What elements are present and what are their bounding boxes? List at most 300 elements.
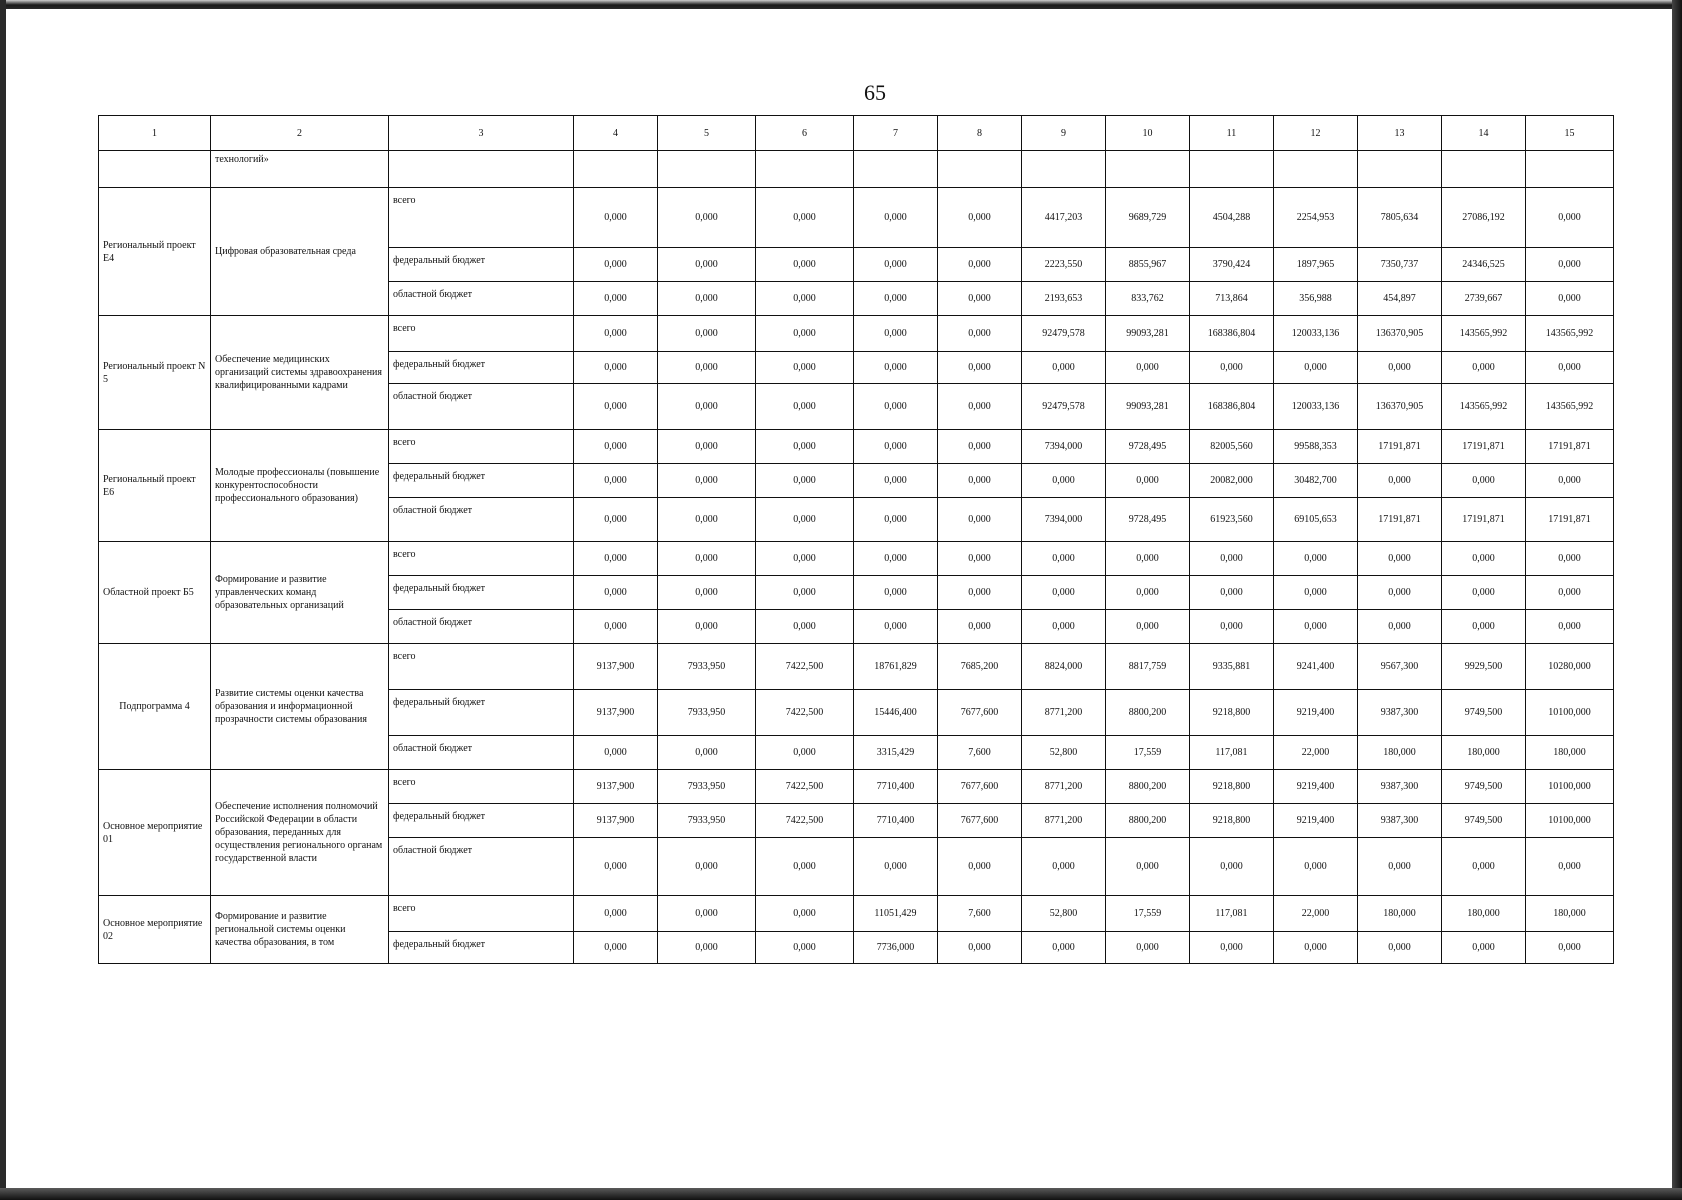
value-cell: 0,000 — [1526, 282, 1614, 316]
value-cell: 7933,950 — [658, 804, 756, 838]
value-cell: 0,000 — [1022, 352, 1106, 384]
value-cell: 0,000 — [574, 316, 658, 352]
value-cell: 0,000 — [1106, 352, 1190, 384]
funding-source: областной бюджет — [389, 838, 574, 896]
value-cell: 52,800 — [1022, 896, 1106, 932]
value-cell: 7710,400 — [854, 770, 938, 804]
header-col-2: 2 — [211, 116, 389, 151]
header-col-11: 11 — [1190, 116, 1274, 151]
value-cell: 17191,871 — [1526, 430, 1614, 464]
table-row — [99, 316, 1614, 352]
value-cell: 0,000 — [938, 464, 1022, 498]
value-cell: 0,000 — [1274, 610, 1358, 644]
value-cell: 0,000 — [574, 188, 658, 248]
value-cell: 0,000 — [574, 576, 658, 610]
value-cell: 0,000 — [1526, 576, 1614, 610]
header-row — [99, 116, 1614, 151]
value-cell: 0,000 — [756, 188, 854, 248]
cell-empty — [938, 151, 1022, 188]
value-cell: 0,000 — [756, 610, 854, 644]
value-cell: 0,000 — [854, 316, 938, 352]
header-col-5: 5 — [658, 116, 756, 151]
value-cell: 0,000 — [574, 430, 658, 464]
value-cell: 0,000 — [756, 352, 854, 384]
value-cell: 0,000 — [574, 282, 658, 316]
funding-source: федеральный бюджет — [389, 932, 574, 964]
funding-source: областной бюджет — [389, 498, 574, 542]
value-cell: 0,000 — [1190, 576, 1274, 610]
value-cell: 0,000 — [854, 188, 938, 248]
value-cell: 136370,905 — [1358, 316, 1442, 352]
scan-border-bottom — [0, 1188, 1682, 1200]
value-cell: 0,000 — [658, 282, 756, 316]
value-cell: 0,000 — [938, 352, 1022, 384]
value-cell: 117,081 — [1190, 896, 1274, 932]
value-cell: 0,000 — [1358, 542, 1442, 576]
value-cell: 136370,905 — [1358, 384, 1442, 430]
value-cell: 0,000 — [658, 610, 756, 644]
value-cell: 143565,992 — [1526, 316, 1614, 352]
value-cell: 0,000 — [658, 736, 756, 770]
value-cell: 7422,500 — [756, 644, 854, 690]
value-cell: 180,000 — [1358, 736, 1442, 770]
program-name: Областной проект Б5 — [99, 542, 211, 644]
value-cell: 0,000 — [756, 542, 854, 576]
value-cell: 713,864 — [1190, 282, 1274, 316]
cell-empty — [574, 151, 658, 188]
table-row — [99, 188, 1614, 248]
value-cell: 7394,000 — [1022, 430, 1106, 464]
value-cell: 0,000 — [1190, 352, 1274, 384]
value-cell: 9728,495 — [1106, 498, 1190, 542]
value-cell: 0,000 — [574, 464, 658, 498]
value-cell: 15446,400 — [854, 690, 938, 736]
program-description: Молодые профессионалы (повышение конкурентоспособности профессионального образования) — [211, 430, 389, 542]
funding-source: всего — [389, 770, 574, 804]
program-description: Обеспечение медицинских организаций системы здравоохранения квалифицированными кадрами — [211, 316, 389, 430]
scan-border-top — [0, 0, 1682, 9]
value-cell: 9929,500 — [1442, 644, 1526, 690]
value-cell: 8771,200 — [1022, 690, 1106, 736]
header-col-14: 14 — [1442, 116, 1526, 151]
value-cell: 0,000 — [1526, 352, 1614, 384]
value-cell: 99588,353 — [1274, 430, 1358, 464]
value-cell: 0,000 — [1358, 932, 1442, 964]
value-cell: 180,000 — [1358, 896, 1442, 932]
value-cell: 0,000 — [1526, 188, 1614, 248]
value-cell: 7710,400 — [854, 804, 938, 838]
value-cell: 0,000 — [574, 838, 658, 896]
value-cell: 0,000 — [658, 542, 756, 576]
value-cell: 0,000 — [1442, 542, 1526, 576]
value-cell: 0,000 — [1442, 576, 1526, 610]
cell-empty — [99, 151, 211, 188]
value-cell: 9218,800 — [1190, 770, 1274, 804]
value-cell: 9749,500 — [1442, 770, 1526, 804]
value-cell: 9749,500 — [1442, 804, 1526, 838]
value-cell: 0,000 — [1022, 610, 1106, 644]
value-cell: 454,897 — [1358, 282, 1442, 316]
header-col-13: 13 — [1358, 116, 1442, 151]
value-cell: 0,000 — [1526, 610, 1614, 644]
value-cell: 0,000 — [574, 352, 658, 384]
value-cell: 0,000 — [938, 430, 1022, 464]
funding-source: областной бюджет — [389, 282, 574, 316]
value-cell: 180,000 — [1526, 896, 1614, 932]
value-cell: 0,000 — [1022, 542, 1106, 576]
value-cell: 9137,900 — [574, 690, 658, 736]
value-cell: 0,000 — [854, 384, 938, 430]
value-cell: 9218,800 — [1190, 690, 1274, 736]
value-cell: 30482,700 — [1274, 464, 1358, 498]
continuation-text: технологий» — [211, 151, 389, 188]
value-cell: 0,000 — [938, 384, 1022, 430]
value-cell: 0,000 — [574, 542, 658, 576]
value-cell: 8771,200 — [1022, 770, 1106, 804]
value-cell: 4417,203 — [1022, 188, 1106, 248]
value-cell: 7422,500 — [756, 770, 854, 804]
program-name: Подпрограмма 4 — [99, 644, 211, 770]
funding-source: федеральный бюджет — [389, 804, 574, 838]
value-cell: 99093,281 — [1106, 384, 1190, 430]
cell-empty — [1442, 151, 1526, 188]
value-cell: 7350,737 — [1358, 248, 1442, 282]
header-col-9: 9 — [1022, 116, 1106, 151]
value-cell: 0,000 — [756, 282, 854, 316]
program-description: Обеспечение исполнения полномочий Российской Федерации в области образования, переданных для осуществления регионального органам государственной власти — [211, 770, 389, 896]
cell-empty — [756, 151, 854, 188]
value-cell: 0,000 — [756, 932, 854, 964]
program-name: Региональный проект N 5 — [99, 316, 211, 430]
budget-table-wrapper — [98, 115, 1613, 964]
value-cell: 833,762 — [1106, 282, 1190, 316]
value-cell: 8824,000 — [1022, 644, 1106, 690]
value-cell: 0,000 — [658, 896, 756, 932]
value-cell: 17191,871 — [1442, 498, 1526, 542]
value-cell: 0,000 — [574, 498, 658, 542]
value-cell: 2193,653 — [1022, 282, 1106, 316]
value-cell: 0,000 — [756, 464, 854, 498]
value-cell: 17191,871 — [1358, 498, 1442, 542]
value-cell: 0,000 — [756, 576, 854, 610]
value-cell: 0,000 — [854, 838, 938, 896]
funding-source: всего — [389, 188, 574, 248]
program-description: Формирование и развитие региональной системы оценки качества образования, в том — [211, 896, 389, 964]
value-cell: 0,000 — [1022, 932, 1106, 964]
value-cell: 0,000 — [1190, 838, 1274, 896]
value-cell: 1897,965 — [1274, 248, 1358, 282]
value-cell: 9219,400 — [1274, 770, 1358, 804]
value-cell: 0,000 — [1526, 932, 1614, 964]
value-cell: 0,000 — [1358, 610, 1442, 644]
value-cell: 168386,804 — [1190, 384, 1274, 430]
value-cell: 0,000 — [658, 430, 756, 464]
value-cell: 0,000 — [1358, 464, 1442, 498]
value-cell: 120033,136 — [1274, 316, 1358, 352]
value-cell: 0,000 — [854, 282, 938, 316]
value-cell: 0,000 — [1358, 838, 1442, 896]
value-cell: 2254,953 — [1274, 188, 1358, 248]
table-row — [99, 770, 1614, 804]
value-cell: 22,000 — [1274, 896, 1358, 932]
value-cell: 7677,600 — [938, 770, 1022, 804]
value-cell: 0,000 — [756, 736, 854, 770]
value-cell: 0,000 — [756, 248, 854, 282]
header-col-1: 1 — [99, 116, 211, 151]
scan-border-left — [0, 0, 6, 1200]
value-cell: 0,000 — [1274, 838, 1358, 896]
value-cell: 0,000 — [938, 248, 1022, 282]
budget-table — [98, 115, 1614, 964]
value-cell: 0,000 — [658, 576, 756, 610]
value-cell: 0,000 — [574, 248, 658, 282]
funding-source: всего — [389, 644, 574, 690]
value-cell: 0,000 — [1442, 610, 1526, 644]
value-cell: 9335,881 — [1190, 644, 1274, 690]
value-cell: 3790,424 — [1190, 248, 1274, 282]
table-row — [99, 430, 1614, 464]
header-col-3: 3 — [389, 116, 574, 151]
program-description: Развитие системы оценки качества образования и информационной прозрачности системы образования — [211, 644, 389, 770]
value-cell: 0,000 — [938, 838, 1022, 896]
value-cell: 17,559 — [1106, 896, 1190, 932]
value-cell: 0,000 — [1106, 464, 1190, 498]
value-cell: 0,000 — [938, 576, 1022, 610]
value-cell: 7805,634 — [1358, 188, 1442, 248]
value-cell: 7422,500 — [756, 690, 854, 736]
value-cell: 0,000 — [1526, 248, 1614, 282]
value-cell: 24346,525 — [1442, 248, 1526, 282]
funding-source: всего — [389, 316, 574, 352]
value-cell: 92479,578 — [1022, 384, 1106, 430]
value-cell: 8855,967 — [1106, 248, 1190, 282]
value-cell: 17191,871 — [1526, 498, 1614, 542]
value-cell: 143565,992 — [1442, 316, 1526, 352]
value-cell: 9689,729 — [1106, 188, 1190, 248]
scan-border-right — [1672, 0, 1682, 1200]
value-cell: 8771,200 — [1022, 804, 1106, 838]
funding-source: областной бюджет — [389, 384, 574, 430]
value-cell: 8800,200 — [1106, 804, 1190, 838]
program-description: Формирование и развитие управленческих команд образовательных организаций — [211, 542, 389, 644]
header-col-6: 6 — [756, 116, 854, 151]
value-cell: 0,000 — [1106, 838, 1190, 896]
funding-source: областной бюджет — [389, 736, 574, 770]
value-cell: 8817,759 — [1106, 644, 1190, 690]
header-col-15: 15 — [1526, 116, 1614, 151]
value-cell: 0,000 — [574, 932, 658, 964]
funding-source: всего — [389, 430, 574, 464]
cell-empty — [1190, 151, 1274, 188]
value-cell: 0,000 — [854, 248, 938, 282]
value-cell: 8800,200 — [1106, 690, 1190, 736]
value-cell: 117,081 — [1190, 736, 1274, 770]
value-cell: 120033,136 — [1274, 384, 1358, 430]
value-cell: 0,000 — [1022, 576, 1106, 610]
value-cell: 0,000 — [1274, 932, 1358, 964]
program-description: Цифровая образовательная среда — [211, 188, 389, 316]
cell-empty — [658, 151, 756, 188]
value-cell: 0,000 — [574, 610, 658, 644]
value-cell: 0,000 — [938, 610, 1022, 644]
value-cell: 10100,000 — [1526, 770, 1614, 804]
value-cell: 0,000 — [658, 316, 756, 352]
header-col-8: 8 — [938, 116, 1022, 151]
value-cell: 0,000 — [756, 896, 854, 932]
value-cell: 0,000 — [854, 430, 938, 464]
value-cell: 0,000 — [658, 248, 756, 282]
program-name: Основное мероприятие 01 — [99, 770, 211, 896]
value-cell: 0,000 — [756, 430, 854, 464]
value-cell: 0,000 — [1526, 464, 1614, 498]
value-cell: 7685,200 — [938, 644, 1022, 690]
value-cell: 0,000 — [658, 384, 756, 430]
header-col-12: 12 — [1274, 116, 1358, 151]
value-cell: 7,600 — [938, 736, 1022, 770]
cell-empty — [1526, 151, 1614, 188]
value-cell: 0,000 — [1358, 576, 1442, 610]
value-cell: 180,000 — [1442, 736, 1526, 770]
value-cell: 7736,000 — [854, 932, 938, 964]
value-cell: 0,000 — [938, 282, 1022, 316]
value-cell: 11051,429 — [854, 896, 938, 932]
value-cell: 0,000 — [658, 464, 756, 498]
table-body — [99, 151, 1614, 964]
value-cell: 168386,804 — [1190, 316, 1274, 352]
funding-source: всего — [389, 896, 574, 932]
value-cell: 0,000 — [574, 896, 658, 932]
program-name: Основное мероприятие 02 — [99, 896, 211, 964]
value-cell: 0,000 — [938, 932, 1022, 964]
value-cell: 356,988 — [1274, 282, 1358, 316]
value-cell: 9387,300 — [1358, 804, 1442, 838]
value-cell: 0,000 — [1526, 838, 1614, 896]
value-cell: 0,000 — [658, 188, 756, 248]
funding-source: всего — [389, 542, 574, 576]
continuation-row — [99, 151, 1614, 188]
value-cell: 61923,560 — [1190, 498, 1274, 542]
value-cell: 0,000 — [1106, 542, 1190, 576]
value-cell: 0,000 — [1022, 464, 1106, 498]
value-cell: 9567,300 — [1358, 644, 1442, 690]
value-cell: 9241,400 — [1274, 644, 1358, 690]
value-cell: 0,000 — [1526, 542, 1614, 576]
header-col-4: 4 — [574, 116, 658, 151]
value-cell: 0,000 — [938, 316, 1022, 352]
value-cell: 0,000 — [658, 838, 756, 896]
value-cell: 0,000 — [1106, 610, 1190, 644]
value-cell: 10280,000 — [1526, 644, 1614, 690]
value-cell: 143565,992 — [1526, 384, 1614, 430]
value-cell: 0,000 — [658, 498, 756, 542]
value-cell: 143565,992 — [1442, 384, 1526, 430]
value-cell: 9137,900 — [574, 804, 658, 838]
value-cell: 0,000 — [938, 498, 1022, 542]
value-cell: 69105,653 — [1274, 498, 1358, 542]
funding-source: областной бюджет — [389, 610, 574, 644]
header-col-10: 10 — [1106, 116, 1190, 151]
table-row — [99, 644, 1614, 690]
value-cell: 2223,550 — [1022, 248, 1106, 282]
value-cell: 20082,000 — [1190, 464, 1274, 498]
page-number: 65 — [864, 80, 886, 105]
value-cell: 0,000 — [854, 498, 938, 542]
value-cell: 4504,288 — [1190, 188, 1274, 248]
value-cell: 10100,000 — [1526, 690, 1614, 736]
value-cell: 0,000 — [938, 188, 1022, 248]
value-cell: 22,000 — [1274, 736, 1358, 770]
value-cell: 7933,950 — [658, 644, 756, 690]
value-cell: 7933,950 — [658, 690, 756, 736]
value-cell: 0,000 — [574, 736, 658, 770]
value-cell: 27086,192 — [1442, 188, 1526, 248]
value-cell: 180,000 — [1442, 896, 1526, 932]
value-cell: 8800,200 — [1106, 770, 1190, 804]
value-cell: 9137,900 — [574, 770, 658, 804]
value-cell: 3315,429 — [854, 736, 938, 770]
value-cell: 9219,400 — [1274, 804, 1358, 838]
value-cell: 0,000 — [1274, 542, 1358, 576]
value-cell: 0,000 — [1190, 932, 1274, 964]
value-cell: 2739,667 — [1442, 282, 1526, 316]
cell-empty — [854, 151, 938, 188]
value-cell: 0,000 — [1442, 352, 1526, 384]
value-cell: 0,000 — [854, 576, 938, 610]
value-cell: 7,600 — [938, 896, 1022, 932]
program-name: Региональный проект E6 — [99, 430, 211, 542]
value-cell: 7933,950 — [658, 770, 756, 804]
value-cell: 7394,000 — [1022, 498, 1106, 542]
value-cell: 7422,500 — [756, 804, 854, 838]
value-cell: 180,000 — [1526, 736, 1614, 770]
value-cell: 0,000 — [574, 384, 658, 430]
value-cell: 0,000 — [854, 352, 938, 384]
value-cell: 82005,560 — [1190, 430, 1274, 464]
value-cell: 17191,871 — [1442, 430, 1526, 464]
value-cell: 0,000 — [1442, 932, 1526, 964]
value-cell: 0,000 — [658, 932, 756, 964]
value-cell: 92479,578 — [1022, 316, 1106, 352]
value-cell: 9749,500 — [1442, 690, 1526, 736]
funding-source: федеральный бюджет — [389, 464, 574, 498]
value-cell: 0,000 — [1442, 464, 1526, 498]
value-cell: 0,000 — [1190, 542, 1274, 576]
value-cell: 9137,900 — [574, 644, 658, 690]
value-cell: 17191,871 — [1358, 430, 1442, 464]
value-cell: 0,000 — [854, 610, 938, 644]
value-cell: 0,000 — [1106, 576, 1190, 610]
value-cell: 0,000 — [854, 542, 938, 576]
value-cell: 0,000 — [1274, 576, 1358, 610]
value-cell: 9387,300 — [1358, 690, 1442, 736]
value-cell: 18761,829 — [854, 644, 938, 690]
value-cell: 10100,000 — [1526, 804, 1614, 838]
value-cell: 9219,400 — [1274, 690, 1358, 736]
funding-source: федеральный бюджет — [389, 248, 574, 282]
cell-empty — [1274, 151, 1358, 188]
funding-source: федеральный бюджет — [389, 352, 574, 384]
value-cell: 7677,600 — [938, 690, 1022, 736]
value-cell: 0,000 — [658, 352, 756, 384]
value-cell: 99093,281 — [1106, 316, 1190, 352]
value-cell: 9728,495 — [1106, 430, 1190, 464]
value-cell: 52,800 — [1022, 736, 1106, 770]
value-cell: 0,000 — [1358, 352, 1442, 384]
value-cell: 0,000 — [1022, 838, 1106, 896]
funding-source: федеральный бюджет — [389, 576, 574, 610]
value-cell: 9218,800 — [1190, 804, 1274, 838]
value-cell: 0,000 — [1190, 610, 1274, 644]
